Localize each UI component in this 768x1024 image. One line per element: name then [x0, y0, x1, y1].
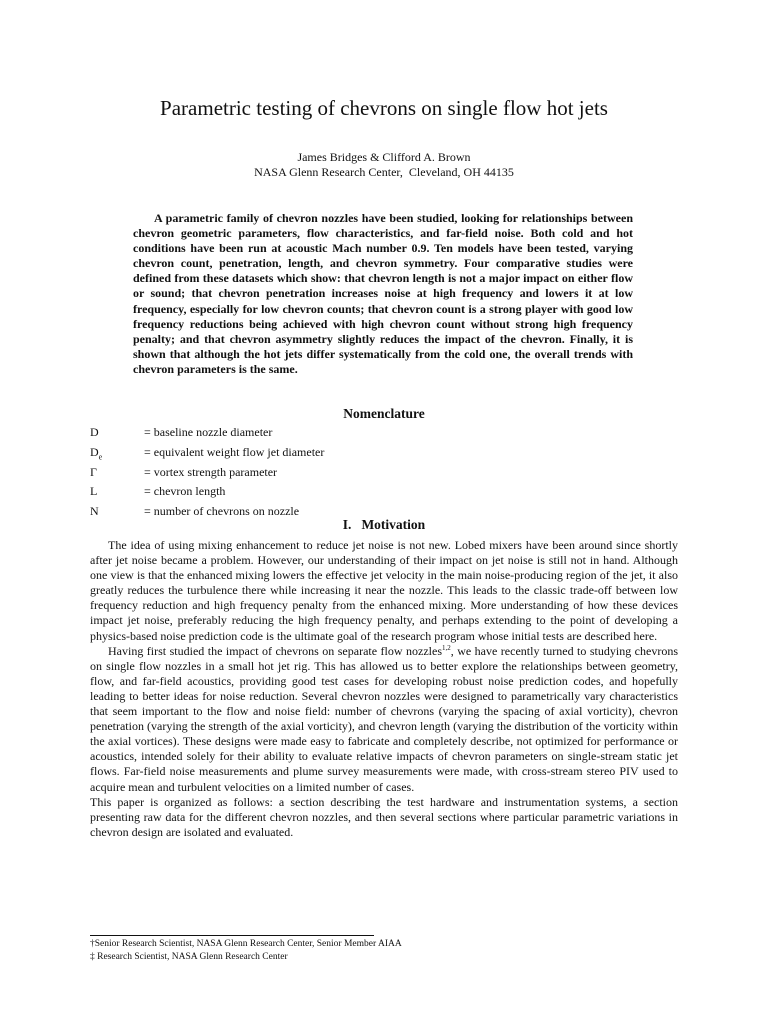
section-heading — [0, 516, 768, 534]
author-block — [0, 150, 768, 180]
author-affiliation: NASA Glenn Research Center, Cleveland, OH 44135 — [254, 165, 514, 179]
nomenclature-symbol: L — [90, 484, 98, 499]
author-names: James Bridges & Clifford A. Brown — [297, 150, 471, 164]
nomenclature-definition: = equivalent weight flow jet diameter — [144, 444, 325, 459]
reference-superscript: 1,2 — [441, 643, 451, 652]
nomenclature-list — [90, 425, 490, 524]
footnote: ‡ Research Scientist, NASA Glenn Research Center — [90, 951, 288, 962]
footnote-divider — [90, 935, 374, 936]
footnote: †Senior Research Scientist, NASA Glenn Research Center, Senior Member AIAA — [90, 939, 402, 949]
footnotes — [90, 938, 678, 963]
nomenclature-item — [90, 465, 490, 485]
nomenclature-definition: = chevron length — [144, 484, 226, 499]
section-title: Motivation — [361, 517, 426, 532]
body-paragraph: This paper is organized as follows: a section describing the test hardware and instrumentation systems, a section presenting raw data for the different chevron nozzles, and then several sections where particular parametric variations in chevron design are isolated and evaluated. — [90, 794, 678, 839]
nomenclature-symbol: N — [90, 504, 99, 519]
nomenclature-symbol: D — [90, 425, 99, 439]
body-paragraph: Having first studied the impact of chevrons on separate flow nozzles$^{1,2}$, we have recently turned to studying chevrons on single flow nozzles in a small hot jet rig. This has allowed us to better explore the relationships between geometry, flow, and far-field acoustics, providing good test cases for developing robust noise prediction codes, and hopefully leading to better ideas for noise reduction. Several chevron nozzles were designed to parametrically vary characteristics that seem important to the flow and noise field: number of chevrons (varying the spacing of axial vorticity), chevron penetration (varying the strength of the axial vorticity), and chevron length (varying the distribution of the vorticity within the axial vortices). These designs were made easy to fabricate and completely describe, not optimized for performance or acoustics, intended solely for their ability to evaluate relative impacts of chevron parameters on single-stream static jet flows. Far-field noise measurements and plume survey measurements were made, with cross-stream stereo PIV used to acquire mean and turbulent velocities on a limited number of cases. — [90, 643, 678, 794]
paper-title: Parametric testing of chevrons on single flow hot jets — [160, 96, 608, 120]
nomenclature-definition: = vortex strength parameter — [144, 464, 278, 479]
nomenclature-item — [90, 425, 490, 445]
nomenclature-heading: Nomenclature — [343, 406, 425, 421]
nomenclature-symbol: $D_e$ — [90, 444, 103, 462]
section-number: I. — [342, 517, 352, 532]
nomenclature-item — [90, 445, 490, 465]
nomenclature-symbol: Γ — [90, 464, 97, 479]
abstract: A parametric family of chevron nozzles have been studied, looking for relationships between chevron geometric parameters, flow characteristics, and far-field noise. Both cold and hot conditions have been run at acoustic Mach number 0.9. Ten models have been tested, varying chevron count, penetration, length, and chevron symmetry. Four comparative studies were defined from these datasets which show: that chevron length is not a major impact on either flow or sound; that chevron penetration increases noise at high frequency and lowers it at low frequency, especially for low chevron counts; that chevron count is a strong player with good low frequency reductions being achieved with high chevron count without strong high frequency penalty; and that chevron asymmetry slightly reduces the impact of the chevron. Finally, it is shown that although the hot jets differ systematically from the cold one, the overall trends with chevron parameters is the same. — [133, 211, 633, 376]
nomenclature-item — [90, 484, 490, 504]
nomenclature-definition: = number of chevrons on nozzle — [144, 504, 300, 519]
nomenclature-definition: = baseline nozzle diameter — [144, 425, 273, 439]
body-text — [90, 538, 678, 840]
body-paragraph: The idea of using mixing enhancement to reduce jet noise is not new. Lobed mixers have been around since shortly after jet noise became a problem. However, our understanding of their impact on jet noise is still not in hand. Although one view is that the enhanced mixing lowers the effective jet velocity in the main noise-producing region of the jet, it also greatly reduces the turbulence there while increasing it near the nozzle. This leads to the classic trade-off between low frequency reduction and high frequency penalty from the enhanced mixing. More understanding of how these devices impact jet noise, preferably reducing the high frequency penalty, and perhaps extending to the point of developing a physics-based noise prediction code is the ultimate goal of the research program whose initial tests are described here. — [90, 538, 678, 643]
